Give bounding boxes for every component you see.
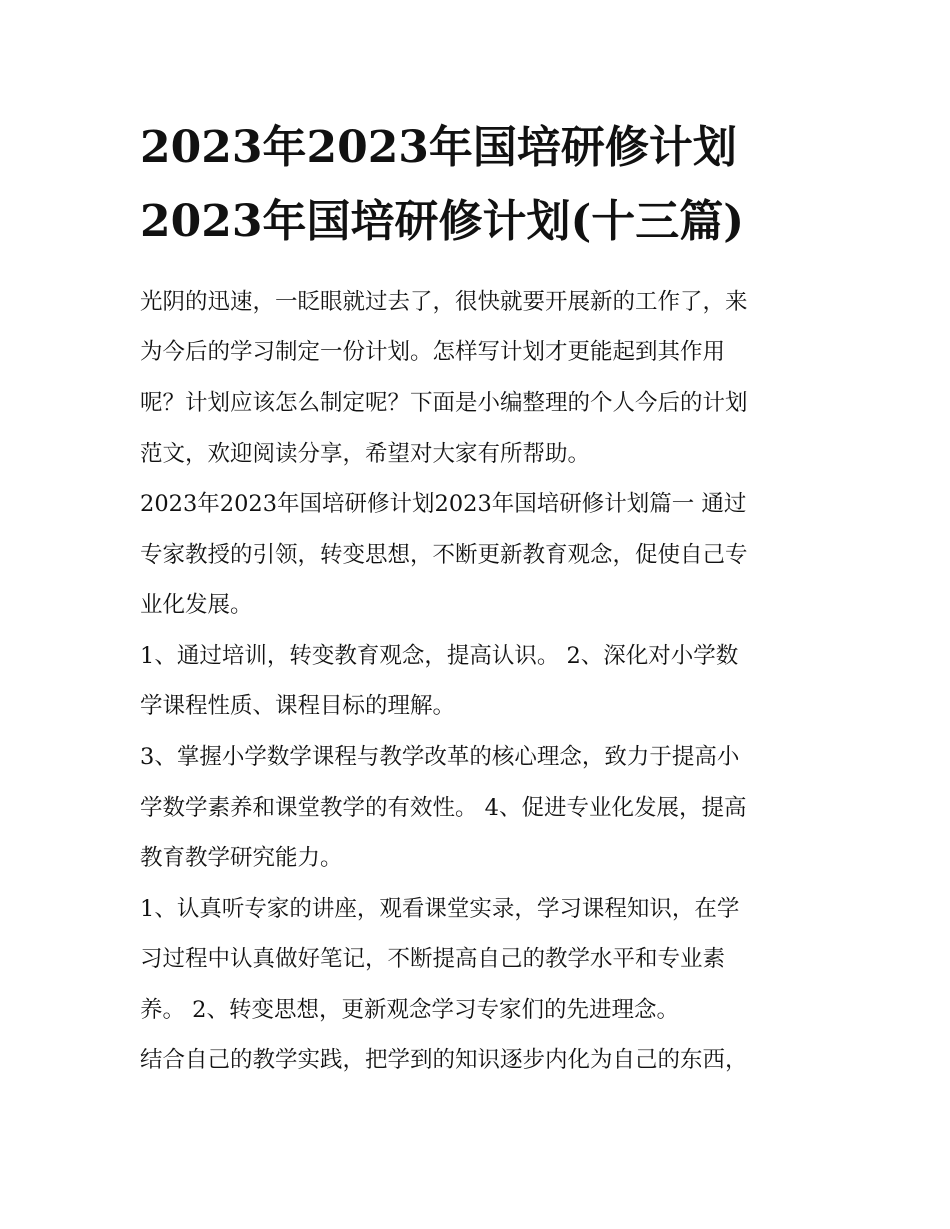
body-text-line: 1、通过培训，转变教育观念，提高认识。 2、深化对小学数 (140, 643, 739, 669)
body-text-line: 习过程中认真做好笔记，不断提高自己的教学水平和专业素 (140, 946, 726, 972)
body-text-line: 学数学素养和课堂教学的有效性。 4、促进专业化发展，提高 (140, 795, 747, 821)
body-text-line: 养。 2、转变思想，更新观念学习专家们的先进理念。 (140, 997, 679, 1023)
body-text-line: 3、掌握小学数学课程与教学改革的核心理念，致力于提高小 (140, 744, 740, 770)
document-title-line-1: 2023年2023年国培研修计划 (140, 122, 737, 173)
body-text-line: 光阴的迅速，一眨眼就过去了，很快就要开展新的工作了，来 (140, 289, 748, 315)
body-text-line: 呢？计划应该怎么制定呢？下面是小编整理的个人今后的计划 (140, 390, 748, 416)
body-text-line: 1、认真听专家的讲座，观看课堂实录，学习课程知识，在学 (140, 896, 740, 922)
body-text-line: 教育教学研究能力。 (140, 845, 343, 871)
body-text-line: 范文，欢迎阅读分享，希望对大家有所帮助。 (140, 441, 591, 467)
body-text-line: 业化发展。 (140, 592, 253, 618)
body-text-line: 为今后的学习制定一份计划。怎样写计划才更能起到其作用 (140, 339, 726, 365)
body-text-line: 学课程性质、课程目标的理解。 (140, 693, 456, 719)
document-title-line-2: 2023年国培研修计划(十三篇) (140, 196, 745, 247)
body-text-line: 结合自己的教学实践，把学到的知识逐步内化为自己的东西， (140, 1047, 748, 1073)
body-text-line: 专家教授的引领，转变思想，不断更新教育观念，促使自己专 (140, 542, 748, 568)
body-text-line: 2023年2023年国培研修计划2023年国培研修计划篇一 通过 (140, 491, 747, 517)
